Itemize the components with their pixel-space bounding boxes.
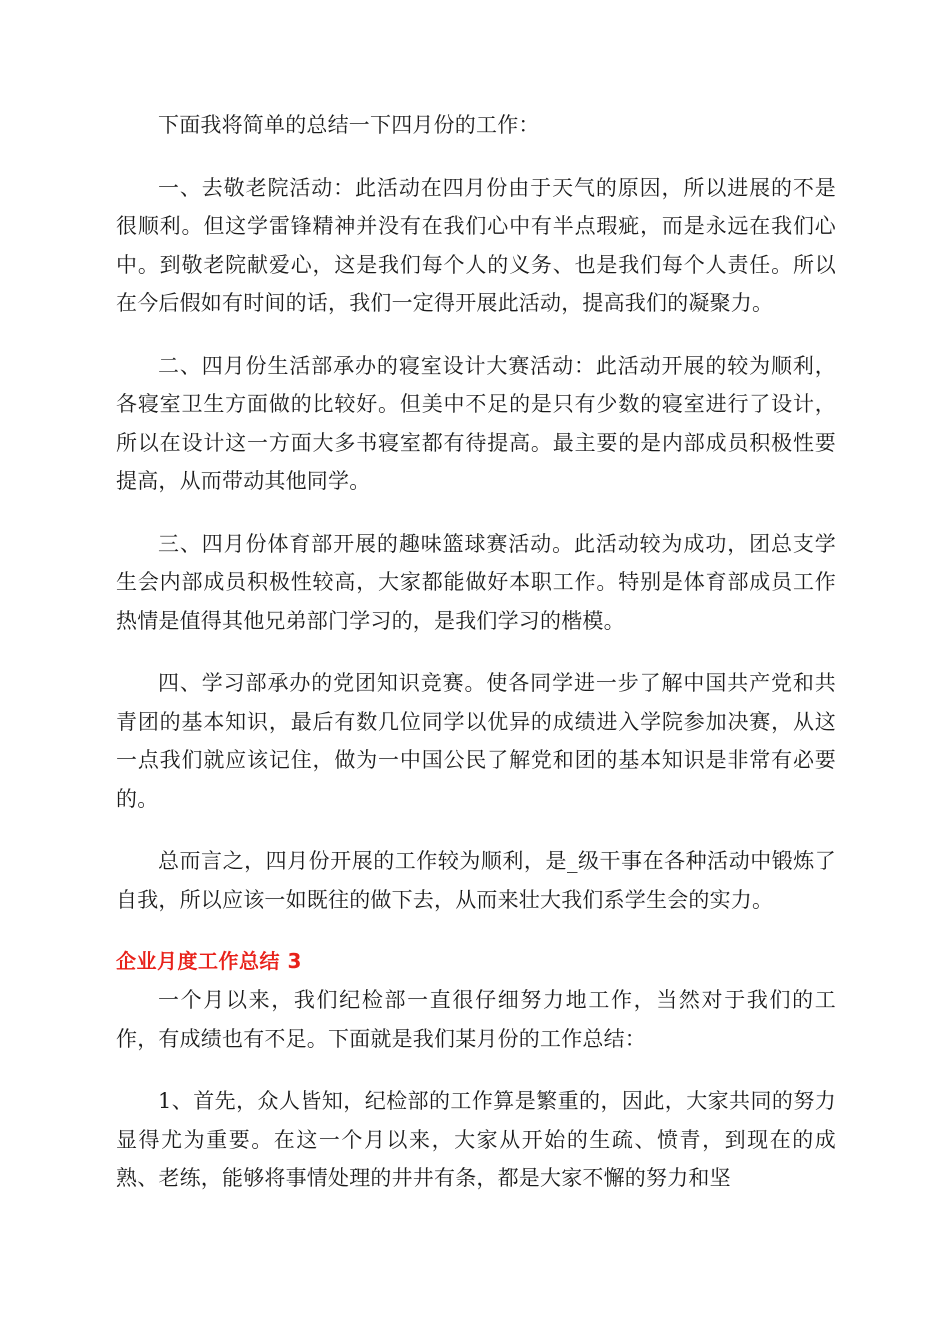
item-four-paragraph: 四、学习部承办的党团知识竞赛。使各同学进一步了解中国共产党和共青团的基本知识，最后有数几位同学以优异的成绩进入学院参加决赛，从这一点我们就应该记住，做为一中国公民了解党和团的基本知识是非常有必要的。: [116, 671, 836, 811]
item-three-paragraph: 三、四月份体育部开展的趣味篮球赛活动。此活动较为成功，团总支学生会内部成员积极性较高，大家都能做好本职工作。特别是体育部成员工作热情是值得其他兄弟部门学习的，是我们学习的楷模。: [116, 531, 836, 633]
intro-paragraph: 下面我将简单的总结一下四月份的工作：: [158, 113, 540, 137]
section-heading: 企业月度工作总结 3: [116, 949, 302, 973]
item-one-paragraph: 一、去敬老院活动：此活动在四月份由于天气的原因，所以进展的不是很顺利。但这学雷锋精神并没有在我们心中有半点瑕疵，而是永远在我们心中。到敬老院献爱心，这是我们每个人的义务、也是我们每个人责任。所以在今后假如有时间的话，我们一定得开展此活动，提高我们的凝聚力。: [116, 175, 836, 315]
item-two-paragraph: 二、四月份生活部承办的寝室设计大赛活动：此活动开展的较为顺利，各寝室卫生方面做的比较好。但美中不足的是只有少数的寝室进行了设计，所以在设计这一方面大多书寝室都有待提高。最主要的是内部成员积极性要提高，从而带动其他同学。: [116, 353, 836, 493]
section-intro-paragraph: 一个月以来，我们纪检部一直很仔细努力地工作，当然对于我们的工作，有成绩也有不足。下面就是我们某月份的工作总结：: [116, 988, 836, 1051]
conclusion-paragraph: 总而言之，四月份开展的工作较为顺利，是_级干事在各种活动中锻炼了自我，所以应该一如既往的做下去，从而来壮大我们系学生会的实力。: [116, 849, 836, 912]
document-body: [116, 106, 836, 1222]
section-item-one-paragraph: 1、首先，众人皆知，纪检部的工作算是繁重的，因此，大家共同的努力显得尤为重要。在这一个月以来，大家从开始的生疏、愤青，到现在的成熟、老练，能够将事情处理的井井有条，都是大家不懈的努力和坚: [116, 1089, 836, 1190]
